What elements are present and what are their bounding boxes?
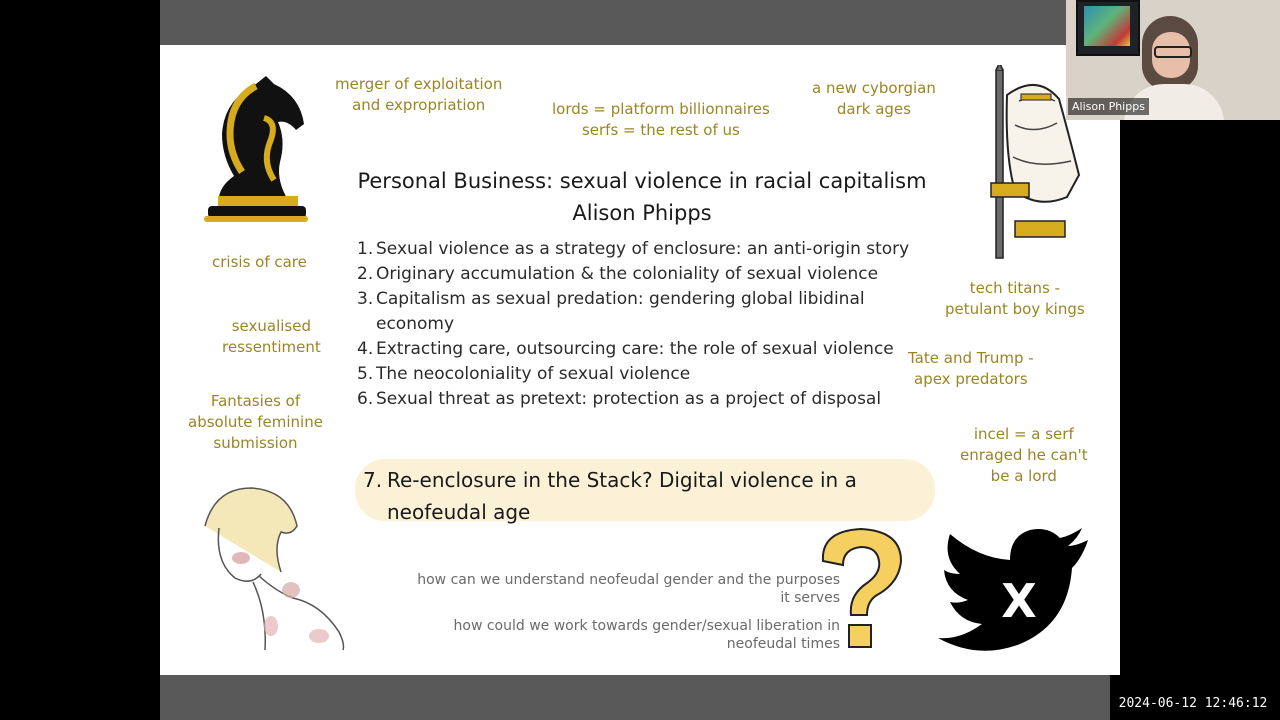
presentation-slide bbox=[160, 45, 1120, 675]
agenda-item-number: 6. bbox=[357, 389, 374, 409]
agenda-item-text: The neocoloniality of sexual violence bbox=[376, 364, 691, 384]
slide-title: Personal Business: sexual violence in racial capitalism bbox=[357, 169, 927, 193]
top-gray-band bbox=[160, 0, 1066, 45]
webcam-video-tile[interactable] bbox=[1066, 0, 1280, 120]
annotation-merger: merger of exploitation and expropriation bbox=[335, 75, 503, 114]
agenda-item-text: Sexual threat as pretext: protection as a project of disposal bbox=[376, 389, 882, 409]
question-1: how can we understand neofeudal gender and the purposes it serves bbox=[417, 572, 840, 606]
agenda-item-number: 7. bbox=[363, 468, 383, 492]
question-2: how could we work towards gender/sexual liberation in neofeudal times bbox=[453, 618, 840, 652]
agenda-item-number: 5. bbox=[357, 364, 374, 384]
agenda-item-text: Originary accumulation & the coloniality of sexual violence bbox=[376, 264, 879, 284]
annotation-cyborgian: a new cyborgian dark ages bbox=[812, 79, 936, 118]
annotation-lords-serfs: lords = platform billionnaires serfs = the rest of us bbox=[552, 100, 770, 139]
slide-author: Alison Phipps bbox=[572, 201, 712, 225]
recording-timestamp: 2024-06-12 12:46:12 bbox=[1112, 693, 1274, 715]
agenda-item-text: Re-enclosure in the Stack? Digital violence in a neofeudal age bbox=[387, 468, 857, 524]
highlighted-agenda-item bbox=[363, 464, 923, 528]
agenda-item bbox=[357, 387, 947, 412]
annotation-tate-trump: Tate and Trump - apex predators bbox=[908, 349, 1034, 388]
agenda-item bbox=[357, 337, 947, 362]
annotation-incel: incel = a serf enraged he can't be a lord bbox=[960, 425, 1088, 485]
agenda-item bbox=[357, 362, 947, 387]
agenda-item-text: Extracting care, outsourcing care: the role of sexual violence bbox=[376, 339, 894, 359]
annotation-crisis-of-care: crisis of care bbox=[212, 253, 307, 271]
agenda-item-text: Sexual violence as a strategy of enclosure: an anti-origin story bbox=[376, 239, 910, 259]
agenda-item bbox=[357, 237, 947, 262]
participant-name-tag: Alison Phipps bbox=[1068, 98, 1149, 115]
agenda-item bbox=[357, 262, 947, 287]
agenda-item-text: Capitalism as sexual predation: gendering global libidinal economy bbox=[376, 289, 865, 334]
agenda-item-number: 4. bbox=[357, 339, 374, 359]
agenda-item-number: 2. bbox=[357, 264, 374, 284]
annotation-ressentiment: sexualised ressentiment bbox=[222, 317, 321, 356]
agenda-item bbox=[357, 287, 947, 337]
bottom-gray-band bbox=[160, 675, 1110, 720]
bruised-figure-sketch bbox=[195, 482, 355, 652]
agenda-list bbox=[357, 237, 947, 412]
agenda-item-number: 3. bbox=[357, 289, 374, 309]
agenda-item-number: 1. bbox=[357, 239, 374, 259]
annotation-tech-titans: tech titans - petulant boy kings bbox=[945, 279, 1085, 318]
x-letter: X bbox=[1001, 574, 1037, 628]
annotation-fantasies: Fantasies of absolute feminine submission bbox=[188, 392, 323, 452]
